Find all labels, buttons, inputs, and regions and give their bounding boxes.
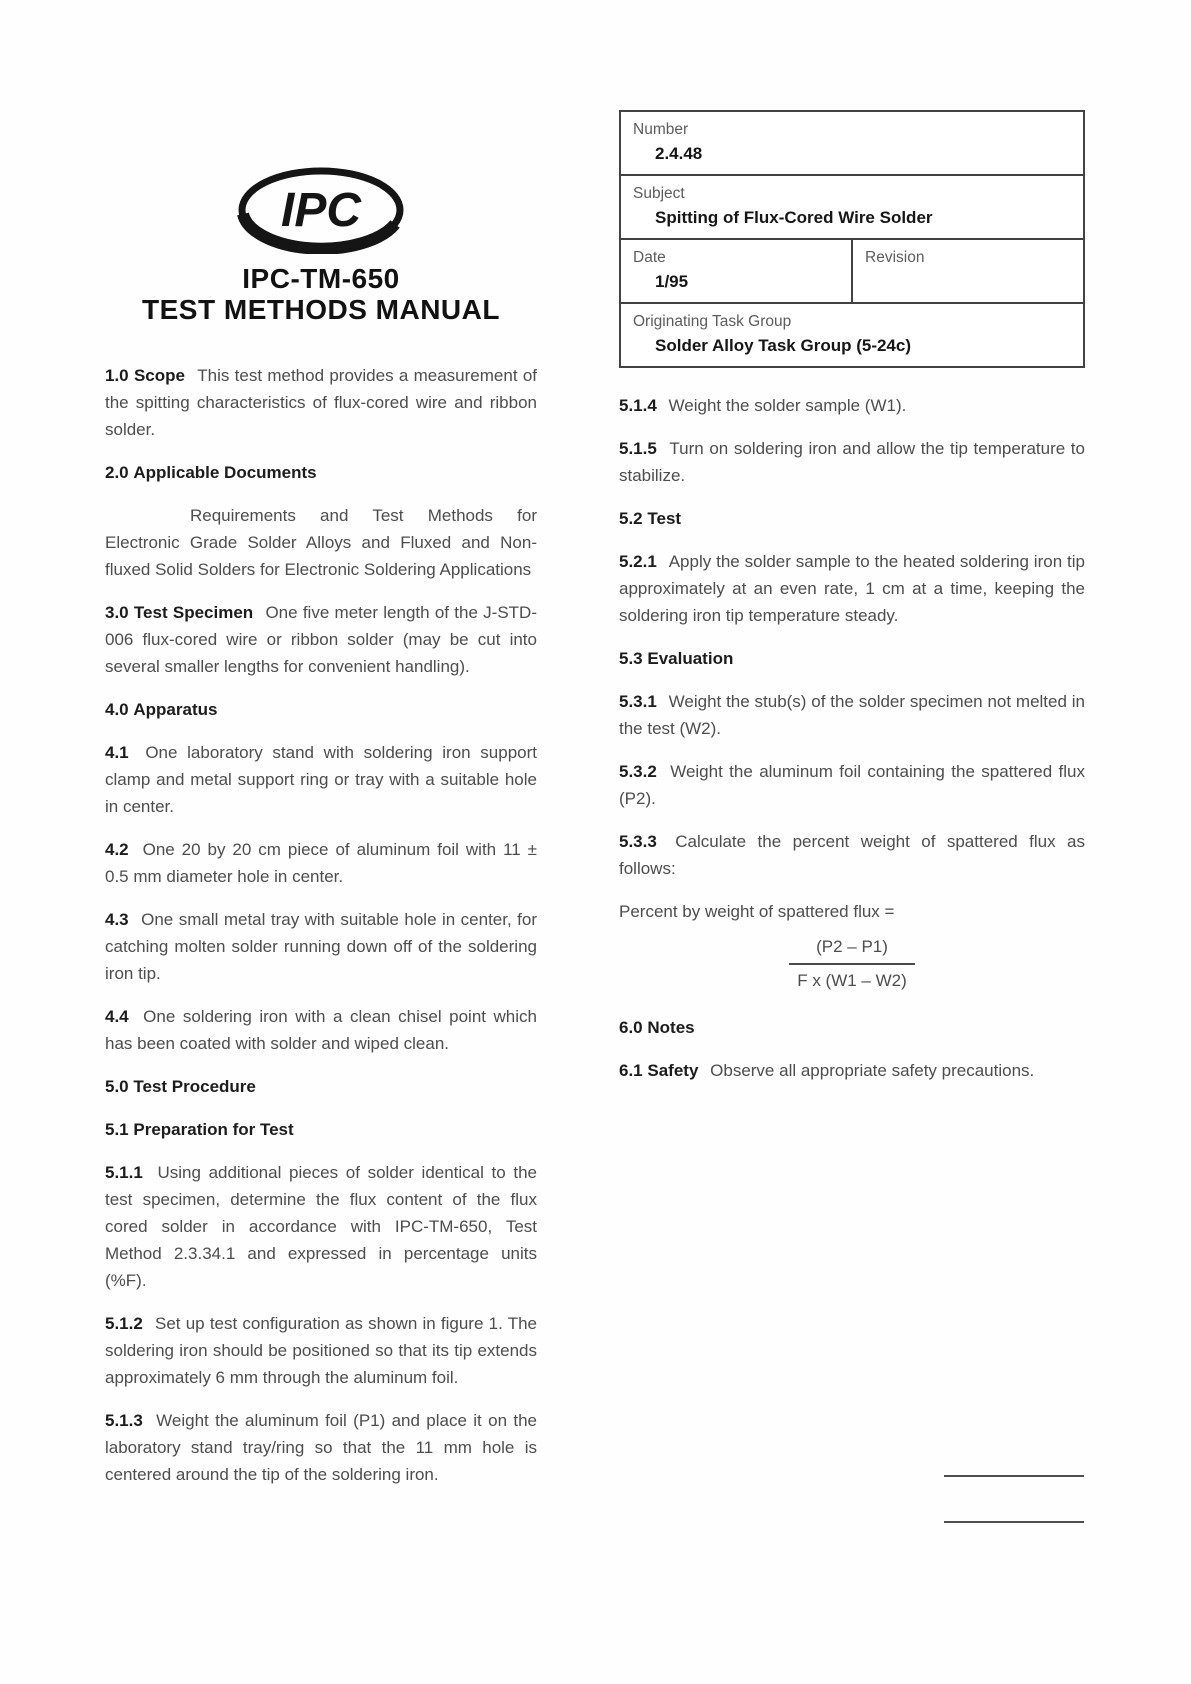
section-number: 5.1.1 (105, 1163, 143, 1182)
section-preparation-for-test (105, 1116, 537, 1143)
section-number: 5.1.5 (619, 439, 657, 458)
section-number: 5.3.2 (619, 762, 657, 781)
section-text: Weight the aluminum foil containing the spattered flux (P2). (619, 762, 1085, 808)
section-apparatus (105, 696, 537, 723)
section-title: Scope (133, 366, 185, 385)
section-text: Weight the stub(s) of the solder specimen not melted in the test (W2). (619, 692, 1085, 738)
section-title: Test Specimen (133, 603, 254, 622)
section-text: One 20 by 20 cm piece of aluminum foil with 11 ± 0.5 mm diameter hole in center. (105, 840, 537, 886)
section-text: One five meter length of the J-STD-006 flux-cored wire or ribbon solder (may be cut into several smaller lengths for convenient handling). (105, 603, 537, 676)
revision-label: Revision (865, 249, 925, 266)
section-number: 2.0 (105, 463, 129, 482)
section-number: 5.0 (105, 1077, 129, 1096)
formula-intro: Percent by weight of spattered flux = (619, 902, 895, 921)
section-4-4 (105, 1003, 537, 1057)
number-row (621, 112, 1083, 176)
section-text: Calculate the percent weight of spattered flux as follows: (619, 832, 1085, 878)
right-column (619, 392, 1085, 1100)
section-notes (619, 1014, 1085, 1041)
section-number: 5.2.1 (619, 552, 657, 571)
manual-title-line1: IPC-TM-650 (242, 263, 400, 294)
footer-rule-1 (944, 1475, 1084, 1477)
section-test (619, 505, 1085, 532)
section-number: 1.0 (105, 366, 129, 385)
manual-title-line2: TEST METHODS MANUAL (142, 294, 500, 325)
section-5-3-3 (619, 828, 1085, 882)
section-5-1-3 (105, 1407, 537, 1488)
section-number: 5.3.3 (619, 832, 657, 851)
section-text: Apply the solder sample to the heated soldering iron tip approximately at an even rate, 1 cm at a time, keeping the soldering iron tip temperature steady. (619, 552, 1085, 625)
subject-row (621, 176, 1083, 240)
section-5-1-5 (619, 435, 1085, 489)
section-number: 6.1 (619, 1061, 643, 1080)
section-test-procedure (105, 1073, 537, 1100)
section-number: 4.4 (105, 1007, 129, 1026)
section-text: One soldering iron with a clean chisel point which has been coated with solder and wiped clean. (105, 1007, 537, 1053)
section-title: Safety (647, 1061, 699, 1080)
section-text: Weight the solder sample (W1). (668, 396, 907, 415)
section-text: Weight the aluminum foil (P1) and place it on the laboratory stand tray/ring so that the 11 mm hole is centered around the tip of the soldering iron. (105, 1411, 537, 1484)
section-4-1 (105, 739, 537, 820)
section-scope (105, 362, 537, 443)
section-text: Observe all appropriate safety precautions. (710, 1061, 1035, 1080)
section-text: Using additional pieces of solder identical to the test specimen, determine the flux content of the flux cored solder in accordance with IPC-TM-650, Test Method 2.3.34.1 and expressed in percentage units (%F). (105, 1163, 538, 1290)
section-text: One small metal tray with suitable hole in center, for catching molten solder running down off of the soldering iron tip. (105, 910, 537, 983)
number-value: 2.4.48 (655, 144, 703, 163)
section-5-1-2 (105, 1310, 537, 1391)
fraction-numerator: (P2 – P1) (789, 935, 915, 965)
fraction-denominator: F x (W1 – W2) (797, 971, 907, 990)
ipc-logo (235, 166, 407, 254)
applicable-documents-text (105, 502, 537, 583)
date-label: Date (633, 249, 666, 266)
section-5-3-1 (619, 688, 1085, 742)
subject-label: Subject (633, 185, 685, 202)
section-number: 6.0 (619, 1018, 643, 1037)
section-text: One laboratory stand with soldering iron support clamp and metal support ring or tray with a suitable hole in center. (105, 743, 537, 816)
section-number: 4.3 (105, 910, 129, 929)
section-title: Apparatus (133, 700, 218, 719)
section-5-2-1 (619, 548, 1085, 629)
section-title: Preparation for Test (133, 1120, 294, 1139)
section-evaluation (619, 645, 1085, 672)
task-group-label: Originating Task Group (633, 313, 792, 330)
section-5-1-1 (105, 1159, 537, 1294)
section-title: Test (647, 509, 682, 528)
section-4-3 (105, 906, 537, 987)
section-text: Turn on soldering iron and allow the tip temperature to stabilize. (619, 439, 1085, 485)
section-5-1-4 (619, 392, 1085, 419)
section-number: 5.3.1 (619, 692, 657, 711)
section-number: 4.0 (105, 700, 129, 719)
document-info-table (619, 110, 1085, 368)
section-text: Requirements and Test Methods for Electronic Grade Solder Alloys and Fluxed and Non-fluxed Solid Solders for Electronic Soldering Applications (105, 506, 537, 579)
date-revision-row (621, 240, 1083, 304)
section-4-2 (105, 836, 537, 890)
task-group-value: Solder Alloy Task Group (5-24c) (655, 336, 912, 355)
date-value: 1/95 (655, 272, 689, 291)
section-title: Evaluation (647, 649, 734, 668)
section-safety (619, 1057, 1085, 1084)
section-text: Set up test configuration as shown in figure 1. The soldering iron should be positioned so that its tip extends approximately 6 mm through the aluminum foil. (105, 1314, 537, 1387)
date-cell (621, 240, 851, 302)
fraction (789, 935, 915, 993)
section-number: 5.1.3 (105, 1411, 143, 1430)
section-text: This test method provides a measurement of the spitting characteristics of flux-cored wire and ribbon solder. (105, 366, 537, 439)
task-group-row (621, 304, 1083, 366)
section-number: 5.1 (105, 1120, 129, 1139)
section-test-specimen (105, 599, 537, 680)
section-number: 4.1 (105, 743, 129, 762)
section-applicable-documents (105, 459, 537, 486)
footer-rule-2 (944, 1521, 1084, 1523)
section-number: 5.1.4 (619, 396, 657, 415)
section-5-3-2 (619, 758, 1085, 812)
subject-value: Spitting of Flux-Cored Wire Solder (655, 208, 933, 227)
formula-block (619, 898, 1085, 994)
section-title: Test Procedure (133, 1077, 256, 1096)
section-number: 5.2 (619, 509, 643, 528)
section-title: Applicable Documents (133, 463, 317, 482)
section-number: 3.0 (105, 603, 129, 622)
ipc-logo-text: IPC (280, 184, 362, 237)
number-label: Number (633, 121, 689, 138)
section-number: 4.2 (105, 840, 129, 859)
section-title: Notes (647, 1018, 695, 1037)
fraction-wrap (619, 935, 1085, 994)
left-column (105, 362, 537, 1504)
section-number: 5.1.2 (105, 1314, 143, 1333)
revision-cell (851, 240, 1083, 302)
section-number: 5.3 (619, 649, 643, 668)
masthead (105, 166, 537, 325)
